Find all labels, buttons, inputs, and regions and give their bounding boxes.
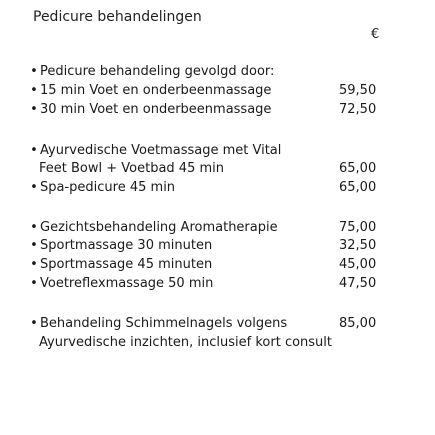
item-price: 72,50 [339, 102, 377, 117]
bullet-icon: • [30, 257, 38, 272]
list-item [0, 314, 435, 334]
item-label: Pedicure behandeling gevolgd door: [40, 64, 275, 79]
bullet-icon: • [30, 316, 38, 331]
list-item-continuation [0, 159, 435, 179]
bullet-icon: • [30, 238, 38, 253]
item-label: Sportmassage 30 minuten [40, 238, 213, 253]
item-label: Ayurvedische inzichten, inclusief kort consult [39, 335, 333, 350]
list-item [0, 274, 435, 294]
bullet-icon: • [30, 64, 38, 79]
list-item [0, 236, 435, 256]
list-item [0, 255, 435, 275]
item-price: 45,00 [339, 257, 377, 272]
item-price: 59,50 [339, 83, 377, 98]
bullet-icon: • [30, 220, 38, 235]
bullet-icon: • [30, 276, 38, 291]
page-title: Pedicure behandelingen [33, 9, 202, 25]
item-label: Feet Bowl + Voetbad 45 min [39, 161, 224, 176]
item-price: 47,50 [339, 276, 377, 291]
item-price: 85,00 [339, 316, 377, 331]
bullet-icon: • [30, 102, 38, 117]
item-price: 75,00 [339, 220, 377, 235]
bullet-icon: • [30, 83, 38, 98]
currency-header: € [371, 27, 380, 42]
list-item [0, 178, 435, 198]
item-price: 32,50 [339, 238, 377, 253]
item-price: 65,00 [339, 180, 377, 195]
item-label: Voetreflexmassage 50 min [40, 276, 214, 291]
item-label: Spa-pedicure 45 min [40, 180, 176, 195]
item-label: Behandeling Schimmelnagels volgens [40, 316, 288, 331]
list-item [0, 218, 435, 238]
bullet-icon: • [30, 180, 38, 195]
item-label: 30 min Voet en onderbeenmassage [40, 102, 272, 117]
list-item [0, 81, 435, 101]
item-label: Ayurvedische Voetmassage met Vital [40, 143, 282, 158]
list-item [0, 100, 435, 120]
item-price: 65,00 [339, 161, 377, 176]
list-item-continuation [0, 333, 435, 353]
item-label: Sportmassage 45 minuten [40, 257, 213, 272]
list-item [0, 62, 435, 82]
bullet-icon: • [30, 143, 38, 158]
item-label: Gezichtsbehandeling Aromatherapie [40, 220, 278, 235]
item-label: 15 min Voet en onderbeenmassage [40, 83, 272, 98]
list-item [0, 141, 435, 161]
